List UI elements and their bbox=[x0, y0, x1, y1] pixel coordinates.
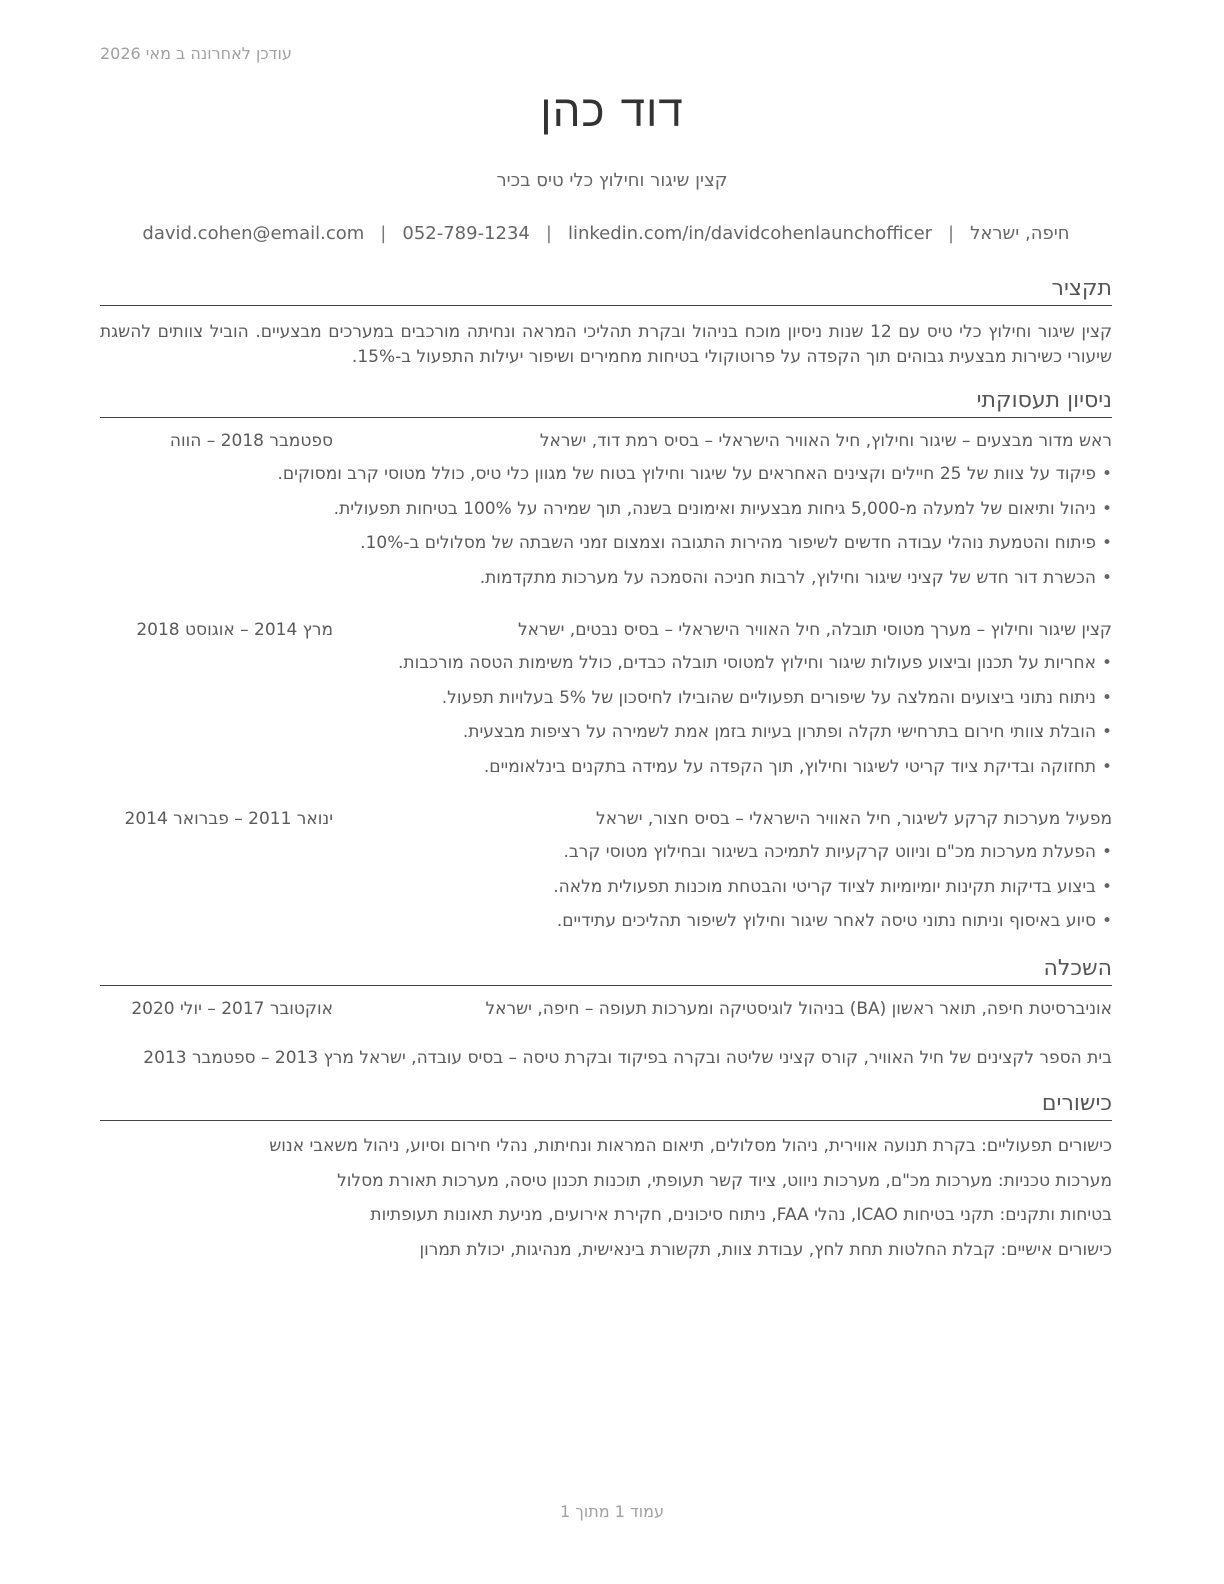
skills-list bbox=[100, 1129, 1112, 1267]
skills-section bbox=[100, 1090, 1112, 1121]
job-bullet: • הכשרת דור חדש של קציני שיגור וחילוץ, לרבות חניכה והסמכה על מערכות מתקדמות. bbox=[100, 561, 1112, 596]
job-bullet: • ניתוח נתוני ביצועים והמלצה על שיפורים תפעוליים שהובילו לחיסכון של 5% בעלויות תפעול. bbox=[100, 681, 1112, 716]
education-item bbox=[100, 999, 1112, 1025]
job-dates: מרץ 2014 – אוגוסט 2018 bbox=[136, 620, 333, 640]
summary-text: קצין שיגור וחילוץ כלי טיס עם 12 שנות ניסיון מוכח בניהול ובקרת תהליכי המראה ונחיתה מורכבים במערכים מבצעיים. הוביל צוותים להשגת שיעורי כשירות מבצעית גבוהים תוך הקפדה על פרוטוקולי בטיחות מחמירים ושיפור יעילות התפעול ב-15%. bbox=[100, 322, 1113, 367]
candidate-name: דוד כהן bbox=[540, 86, 684, 137]
contact-separator: | bbox=[948, 223, 955, 244]
job-title: מפעיל מערכות קרקע לשיגור, חיל האוויר הישראלי – בסיס חצור, ישראל bbox=[596, 809, 1112, 829]
job-bullet: • פיקוד על צוות של 25 חיילים וקצינים האחראים על שיגור וחילוץ בטוח של מגוון כלי טיס, כולל מטוסי קרב ומסוקים. bbox=[100, 457, 1112, 492]
education-heading: השכלה bbox=[100, 955, 1112, 986]
job-bullet: • ביצוע בדיקות תקינות יומיומיות לציוד קריטי והבטחת מוכנות תפעולית מלאה. bbox=[100, 870, 1112, 905]
job-bullets bbox=[100, 457, 1112, 595]
contact-email[interactable]: david.cohen@email.com bbox=[142, 223, 365, 244]
skill-line: כישורים תפעוליים: בקרת תנועה אווירית, ניהול מסלולים, תיאום המראות ונחיתות, נהלי חירום וסיוע, ניהול משאבי אנוש bbox=[269, 1136, 1112, 1156]
education-section bbox=[100, 955, 1112, 986]
candidate-title: קצין שיגור וחילוץ כלי טיס בכיר bbox=[496, 170, 728, 191]
job-title: קצין שיגור וחילוץ – מערך מטוסי תובלה, חיל האוויר הישראלי – בסיס נבטים, ישראל bbox=[517, 620, 1112, 640]
contact-phone: 052-789-1234 bbox=[402, 223, 530, 244]
experience-section bbox=[100, 387, 1112, 418]
job-title: ראש מדור מבצעים – שיגור וחילוץ, חיל האוויר הישראלי – בסיס רמת דוד, ישראל bbox=[539, 431, 1112, 451]
skill-line: בטיחות ותקנים: תקני בטיחות ICAO, נהלי FAA, ניתוח סיכונים, חקירת אירועים, מניעת תאונות תעופתיות bbox=[370, 1205, 1112, 1225]
job-bullet: • הובלת צוותי חירום בתרחישי תקלה ופתרון בעיות בזמן אמת לשמירה על רציפות מבצעית. bbox=[100, 715, 1112, 750]
education-title: אוניברסיטת חיפה, תואר ראשון (BA) בניהול לוגיסטיקה ומערכות תעופה – חיפה, ישראל bbox=[485, 999, 1112, 1019]
education-title: בית הספר לקצינים של חיל האוויר, קורס קציני שליטה ובקרה בפיקוד ובקרת טיסה – בסיס עובדה, ישראל bbox=[359, 1048, 1112, 1068]
job-header bbox=[100, 620, 1112, 646]
job-bullet: • אחריות על תכנון וביצוע פעולות שיגור וחילוץ למטוסי תובלה כבדים, כולל משימות הטסה מורכבות. bbox=[100, 646, 1112, 681]
job-bullets bbox=[100, 835, 1112, 939]
job-bullet: • פיתוח והטמעת נוהלי עבודה חדשים לשיפור מהירות התגובה וצמצום זמני השבתה של מסלולים ב-10%. bbox=[100, 526, 1112, 561]
job-bullet: • הפעלת מערכות מכ"ם וניווט קרקעיות לתמיכה בשיגור ובחילוץ מטוסי קרב. bbox=[100, 835, 1112, 870]
page-number: עמוד 1 מתוך 1 bbox=[560, 1502, 664, 1521]
contact-separator: | bbox=[545, 223, 552, 244]
education-dates: אוקטובר 2017 – יולי 2020 bbox=[131, 999, 333, 1019]
job-bullets bbox=[100, 646, 1112, 784]
contact-separator: | bbox=[380, 223, 387, 244]
experience-heading: ניסיון תעסוקתי bbox=[100, 387, 1112, 418]
education-dates: מרץ 2013 – ספטמבר 2013 bbox=[143, 1048, 354, 1068]
summary-section bbox=[100, 275, 1112, 306]
job-bullet: • תחזוקה ובדיקת ציוד קריטי לשיגור וחילוץ, תוך הקפדה על עמידה בתקנים בינלאומיים. bbox=[100, 750, 1112, 785]
last-updated: עודכן לאחרונה ב מאי 2026 bbox=[100, 44, 292, 63]
job-bullet: • סיוע באיסוף וניתוח נתוני טיסה לאחר שיגור וחילוץ לשיפור תהליכים עתידיים. bbox=[100, 904, 1112, 939]
job-dates: ספטמבר 2018 – הווה bbox=[169, 431, 333, 451]
contact-location: חיפה, ישראל bbox=[970, 223, 1070, 244]
skills-heading: כישורים bbox=[100, 1090, 1112, 1121]
job-entry bbox=[100, 431, 1112, 595]
job-dates: ינואר 2011 – פברואר 2014 bbox=[124, 809, 333, 829]
job-header bbox=[100, 431, 1112, 457]
job-header bbox=[100, 809, 1112, 835]
job-entry bbox=[100, 620, 1112, 784]
job-entry bbox=[100, 809, 1112, 939]
contact-line bbox=[100, 223, 1112, 244]
summary-heading: תקציר bbox=[100, 275, 1112, 306]
job-bullet: • ניהול ותיאום של למעלה מ-5,000 גיחות מבצעיות ואימונים בשנה, תוך שמירה על 100% בטיחות תפעולית. bbox=[100, 492, 1112, 527]
skill-line: כישורים אישיים: קבלת החלטות תחת לחץ, עבודת צוות, תקשורת בינאישית, מנהיגות, יכולת תמרון bbox=[419, 1239, 1112, 1260]
skill-line: מערכות טכניות: מערכות מכ"ם, מערכות ניווט, ציוד קשר תעופתי, תוכנות תכנון טיסה, מערכות תאורת מסלול bbox=[337, 1170, 1112, 1191]
education-item bbox=[100, 1048, 1112, 1068]
contact-linkedin[interactable]: linkedin.com/in/davidcohenlaunchofficer bbox=[567, 223, 933, 244]
